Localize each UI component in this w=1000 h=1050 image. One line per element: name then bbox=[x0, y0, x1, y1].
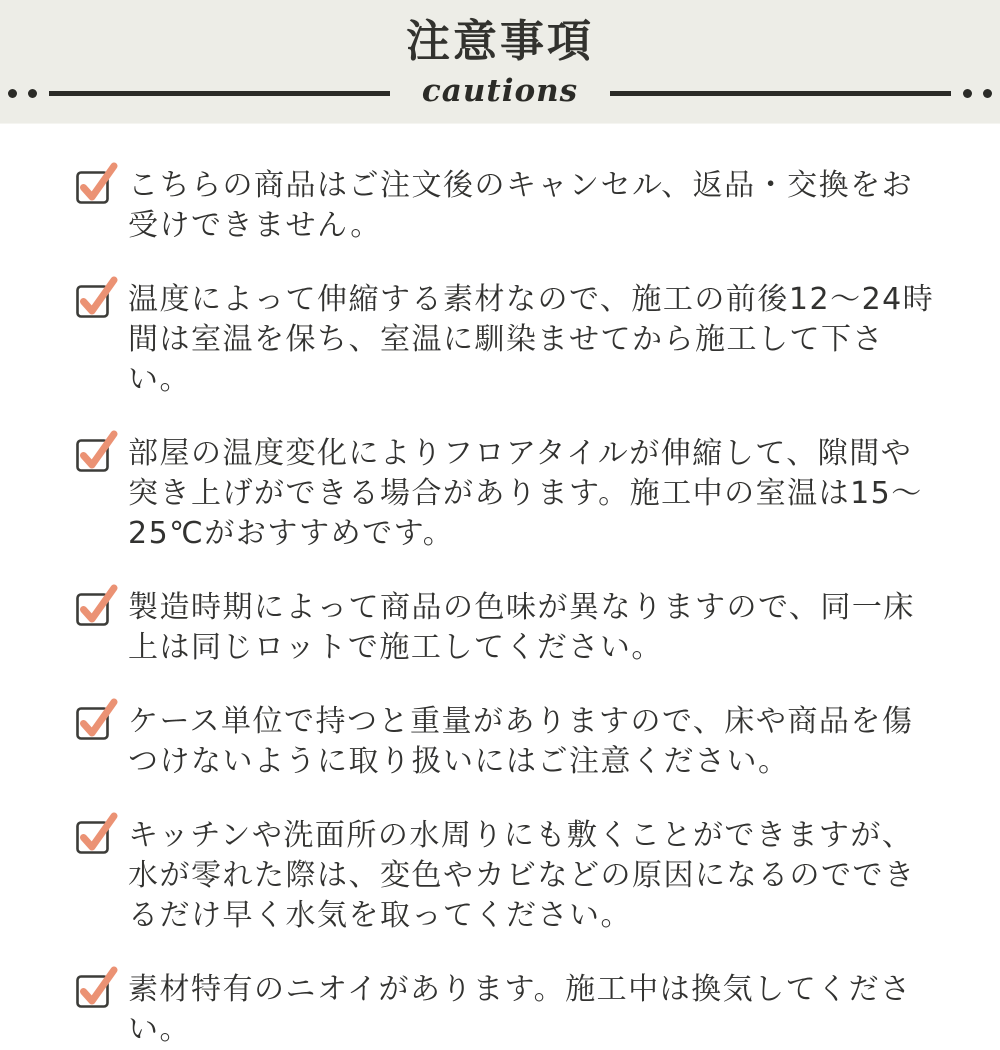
caution-item bbox=[74, 434, 938, 554]
caution-item bbox=[74, 166, 938, 246]
checked-checkbox-icon bbox=[74, 964, 118, 1010]
caution-text: ケース単位で持つと重量がありますので、床や商品を傷つけないように取り扱いにはご注意ください。 bbox=[128, 704, 914, 779]
checked-checkbox-icon bbox=[74, 160, 118, 206]
checked-checkbox-icon bbox=[74, 810, 118, 856]
checked-checkbox-icon bbox=[74, 428, 118, 474]
checked-checkbox-icon bbox=[74, 582, 118, 628]
caution-text: 温度によって伸縮する素材なので、施工の前後12〜24時間は室温を保ち、室温に馴染ませてから施工して下さい。 bbox=[128, 282, 935, 397]
page-title: 注意事項 bbox=[406, 16, 594, 67]
caution-text: キッチンや洗面所の水周りにも敷くことができますが、水が零れた際は、変色やカビなどの原因になるのでできるだけ早く水気を取ってください。 bbox=[128, 818, 916, 933]
cautions-list bbox=[0, 124, 1000, 1050]
caution-item bbox=[74, 280, 938, 400]
header-subtitle: cautions bbox=[421, 73, 579, 110]
checked-checkbox-icon bbox=[74, 274, 118, 320]
header-divider bbox=[0, 73, 1000, 110]
caution-text: 素材特有のニオイがあります。施工中は換気してください。 bbox=[128, 972, 912, 1047]
header bbox=[0, 0, 1000, 124]
caution-text: 製造時期によって商品の色味が異なりますので、同一床上は同じロットで施工してください。 bbox=[128, 590, 915, 665]
caution-item bbox=[74, 816, 938, 936]
caution-text: 部屋の温度変化によりフロアタイルが伸縮して、隙間や突き上げができる場合があります。施工中の室温は15〜25℃がおすすめです。 bbox=[128, 436, 923, 551]
checked-checkbox-icon bbox=[74, 696, 118, 742]
divider-dots-right-icon bbox=[963, 89, 992, 98]
divider-line-right bbox=[610, 91, 951, 96]
caution-item bbox=[74, 970, 938, 1050]
divider-dots-left-icon bbox=[8, 89, 37, 98]
caution-item bbox=[74, 588, 938, 668]
caution-text: こちらの商品はご注文後のキャンセル、返品・交換をお受けできません。 bbox=[128, 168, 914, 243]
caution-item bbox=[74, 702, 938, 782]
divider-line-left bbox=[49, 91, 390, 96]
